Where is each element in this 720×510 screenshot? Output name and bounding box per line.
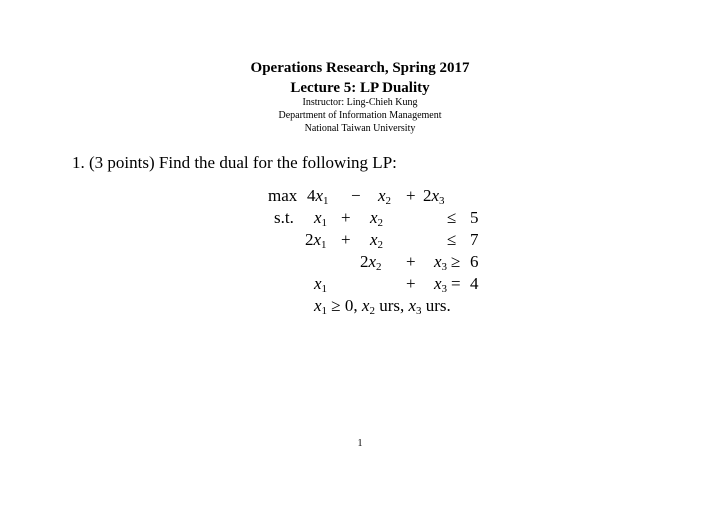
op-plus: + (406, 186, 416, 205)
term-x3: $x_3$ (434, 274, 448, 295)
problem-points: (3 points) (89, 153, 155, 172)
objective-label: max (268, 186, 298, 205)
term-2x2: $2x_2$ (360, 252, 382, 273)
problem-text: Find the dual for the following LP: (158, 153, 397, 172)
op-plus: + (341, 208, 351, 227)
relation-eq: = (451, 274, 461, 293)
term-x1: $x_1$ (314, 274, 328, 295)
term-2x1: $2x_1$ (305, 230, 327, 251)
university-line: National Taiwan University (304, 123, 416, 134)
problem-number: 1. (72, 153, 85, 172)
term-x3: $x_3$ (434, 252, 448, 273)
relation-ge: ≥ (451, 252, 461, 271)
op-plus: + (406, 252, 416, 271)
relation-le: ≤ (447, 208, 457, 227)
relation-le: ≤ (447, 230, 457, 249)
term-x2: $x_2$ (378, 186, 392, 207)
op-plus: + (406, 274, 416, 293)
term-x2: $x_2$ (370, 208, 384, 229)
rhs-value: 5 (470, 208, 479, 227)
relation-ge: ≥ (331, 296, 341, 315)
problem-statement (72, 153, 397, 173)
term-4x1: $4x_1$ (307, 186, 329, 207)
term-x2: $x_2$ (370, 230, 384, 251)
constraint-label: s.t. (274, 208, 294, 227)
lecture-title: Lecture 5: LP Duality (290, 80, 430, 96)
course-title: Operations Research, Spring 2017 (250, 60, 470, 76)
rhs-value: 6 (470, 252, 479, 271)
op-plus: + (341, 230, 351, 249)
op-minus: − (351, 186, 361, 205)
department-line: Department of Information Management (278, 110, 442, 121)
page-number: 1 (357, 438, 363, 449)
lp-sign-restrictions: $x_1 \ge 0$, $x_2$ urs, $x_3$ urs. (314, 296, 451, 317)
rhs-value: 4 (470, 274, 479, 293)
term-2x3: $2x_3$ (423, 186, 445, 207)
rhs-value: 7 (470, 230, 479, 249)
instructor-line: Instructor: Ling-Chieh Kung (302, 97, 418, 108)
term-x1: $x_1$ (314, 208, 328, 229)
